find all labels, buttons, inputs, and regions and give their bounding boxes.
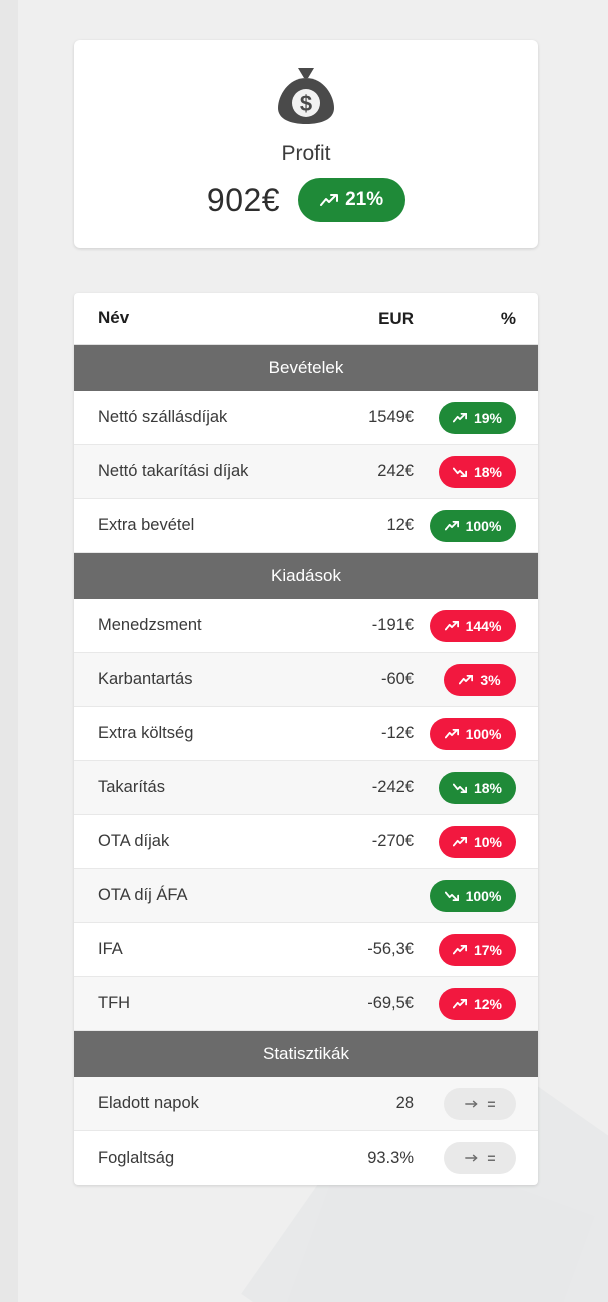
row-change xyxy=(420,826,516,858)
change-badge xyxy=(444,664,516,696)
money-bag-icon xyxy=(274,64,338,126)
change-value: = xyxy=(487,1095,496,1112)
row-value: -69,5€ xyxy=(367,994,414,1012)
header-name: Név xyxy=(98,308,130,328)
row-value: 28 xyxy=(395,1094,414,1112)
row-label: Foglaltság xyxy=(98,1148,175,1167)
row-label: IFA xyxy=(98,940,123,959)
change-value: 19% xyxy=(473,409,502,426)
header-pct: % xyxy=(500,308,516,328)
table-row xyxy=(74,761,538,815)
row-label: Extra bevétel xyxy=(98,516,195,535)
change-value: 18% xyxy=(473,779,502,796)
change-value: 144% xyxy=(465,617,502,634)
row-value: 1549€ xyxy=(368,408,414,426)
table-row xyxy=(74,977,538,1031)
trend-up-icon xyxy=(445,521,459,531)
row-value: -12€ xyxy=(380,724,414,742)
row-change xyxy=(420,718,516,750)
row-label: Takarítás xyxy=(98,778,165,797)
profit-change-badge xyxy=(298,178,405,222)
row-value: -60€ xyxy=(380,670,414,688)
change-value: 12% xyxy=(473,995,502,1012)
table-row xyxy=(74,599,538,653)
trend-up-icon xyxy=(445,729,459,739)
row-value: -56,3€ xyxy=(367,940,414,958)
table-row xyxy=(74,1077,538,1131)
row-value: 93.3% xyxy=(367,1148,414,1167)
row-label: Nettó takarítási díjak xyxy=(98,462,249,481)
row-label: Menedzsment xyxy=(98,616,202,635)
trend-up-icon xyxy=(453,999,467,1009)
trend-up-icon xyxy=(459,675,473,685)
row-change xyxy=(420,456,516,488)
change-badge xyxy=(439,456,516,488)
table-row xyxy=(74,499,538,553)
trend-up-icon xyxy=(453,413,467,423)
table-row xyxy=(74,445,538,499)
change-value: 17% xyxy=(473,941,502,958)
row-label: OTA díjak xyxy=(98,832,170,851)
change-value: 18% xyxy=(473,463,502,480)
table-row xyxy=(74,707,538,761)
table-row xyxy=(74,869,538,923)
row-change xyxy=(420,402,516,434)
row-change xyxy=(420,1142,516,1174)
trend-up-icon xyxy=(453,945,467,955)
trend-up-icon xyxy=(453,837,467,847)
section-header-revenues: Bevételek xyxy=(74,345,538,391)
table-row xyxy=(74,391,538,445)
row-label: Nettó szállásdíjak xyxy=(98,408,228,427)
trend-down-icon xyxy=(453,467,467,477)
svg-text:$: $ xyxy=(299,91,313,116)
change-value: 100% xyxy=(465,887,502,904)
financial-table xyxy=(74,293,538,1185)
profit-change-value: 21% xyxy=(345,189,384,210)
change-value: = xyxy=(487,1150,496,1166)
change-badge xyxy=(439,934,516,966)
row-change xyxy=(420,1088,516,1120)
change-badge xyxy=(430,880,516,912)
row-change xyxy=(420,880,516,912)
trend-down-icon xyxy=(453,783,467,793)
row-change xyxy=(420,664,516,696)
row-change xyxy=(420,610,516,642)
change-value: 10% xyxy=(473,833,502,850)
profit-label: Profit xyxy=(281,142,331,165)
table-header-row xyxy=(74,293,538,345)
row-value: -191€ xyxy=(371,616,414,634)
table-row xyxy=(74,923,538,977)
change-badge xyxy=(439,772,516,804)
table-row xyxy=(74,1131,538,1185)
row-change xyxy=(420,772,516,804)
section-header-expenses: Kiadások xyxy=(74,553,538,599)
trend-down-icon xyxy=(445,891,459,901)
header-eur: EUR xyxy=(378,308,414,328)
section-header-statistics: Statisztikák xyxy=(74,1031,538,1077)
table-row xyxy=(74,653,538,707)
profit-value: 902€ xyxy=(206,181,281,218)
row-label: Karbantartás xyxy=(98,670,193,689)
table-row xyxy=(74,815,538,869)
row-value: 12€ xyxy=(386,516,414,534)
trend-up-icon xyxy=(445,621,459,631)
change-badge xyxy=(439,988,516,1020)
change-badge xyxy=(444,1088,516,1120)
change-badge xyxy=(430,718,516,750)
change-value: 100% xyxy=(465,517,502,534)
trend-flat-icon xyxy=(464,1099,480,1109)
row-label: Extra költség xyxy=(98,724,194,743)
row-change xyxy=(420,934,516,966)
row-value: -270€ xyxy=(371,832,414,850)
row-label: Eladott napok xyxy=(98,1094,199,1113)
row-change xyxy=(420,988,516,1020)
change-badge xyxy=(444,1142,516,1174)
change-value: 3% xyxy=(480,671,501,688)
profit-card xyxy=(74,40,538,248)
row-change xyxy=(420,510,516,542)
change-badge xyxy=(439,402,516,434)
row-label: TFH xyxy=(98,994,131,1013)
row-value: 242€ xyxy=(377,462,414,480)
change-badge xyxy=(430,610,516,642)
row-value: -242€ xyxy=(371,778,414,796)
change-value: 100% xyxy=(465,725,502,742)
change-badge xyxy=(439,826,516,858)
trend-up-icon xyxy=(320,194,338,207)
trend-flat-icon xyxy=(464,1153,480,1163)
change-badge xyxy=(430,510,516,542)
profit-value-row xyxy=(94,178,518,222)
row-label: OTA díj ÁFA xyxy=(98,886,188,905)
